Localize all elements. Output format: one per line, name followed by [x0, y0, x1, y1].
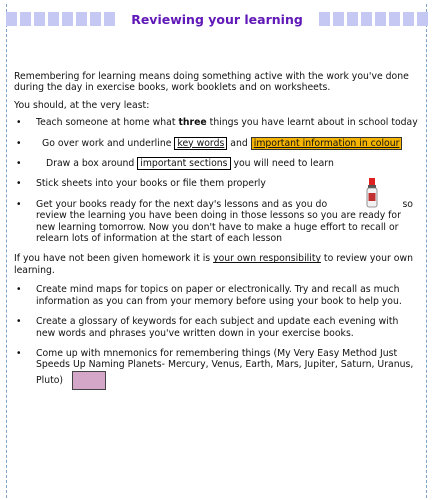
bullet-text: things you have learnt about in school today [206, 117, 418, 129]
bullet-stick-sheets [14, 178, 419, 189]
bullet-text-so: so [402, 198, 413, 210]
header-stripes-right [319, 12, 428, 26]
bullet-glossary: • Create a glossary of keywords for each subject and update each evening with new words and phrases you've written down in your exercise books. [14, 316, 419, 339]
bullet-text: review the learning you have been doing in those lessons so you are ready for new learning tomorrow. Now you don't have to make a huge effort to recall or relearn lots of information at the start of each lesson [36, 210, 401, 245]
header-banner [24, 8, 410, 30]
bullet-draw-box [14, 158, 419, 169]
bullet-go-over [14, 138, 419, 149]
important-sections-boxed: important sections [137, 157, 230, 170]
least-heading: You should, at the very least: [14, 99, 150, 111]
bold-three: three [178, 117, 207, 129]
intro-paragraph: Remembering for learning means doing something active with the work you've done during the day in exercise books, work booklets and on worksheets. [14, 71, 409, 94]
bullet-text: Get your books ready for the next day's lessons and as you do [36, 198, 328, 210]
bullet-text: you will need to learn [230, 158, 334, 170]
homework-paragraph [14, 253, 419, 276]
bullet-mnemonics [14, 348, 419, 390]
bullet-text: Draw a box around [46, 158, 138, 170]
bullet-mind-maps: • Create mind maps for topics on paper or electronically. Try and recall as much information as you can from your memory before using your book to help you. [14, 284, 419, 307]
bullet-teach [14, 117, 419, 128]
highlighted-text: important information in colour [251, 137, 403, 150]
bullet-text: Go over work and underline [42, 137, 175, 149]
bullet-text: Teach someone at home what [36, 117, 179, 129]
pink-box [72, 371, 106, 390]
header-stripes-left [6, 12, 115, 26]
bullet-text: and [227, 137, 251, 149]
page-title: Reviewing your learning [127, 12, 307, 27]
bullet-get-ready [14, 199, 419, 245]
homework-text: If you have not been given homework it is [14, 253, 214, 265]
bullet-text: Come up with mnemonics for remembering things (My Very Easy Method Just Speeds Up Naming Planets- Mercury, Venus, Earth, Mars, Jupiter, Saturn, Uranus, Pluto) [36, 347, 414, 386]
document-body [14, 71, 419, 399]
homework-text: to review your own learning. [14, 253, 413, 276]
bullet-text: Stick sheets into your books or file them properly [36, 178, 266, 190]
own-responsibility-underlined: your own responsibility [213, 253, 321, 265]
key-words-boxed: key words [174, 137, 227, 150]
